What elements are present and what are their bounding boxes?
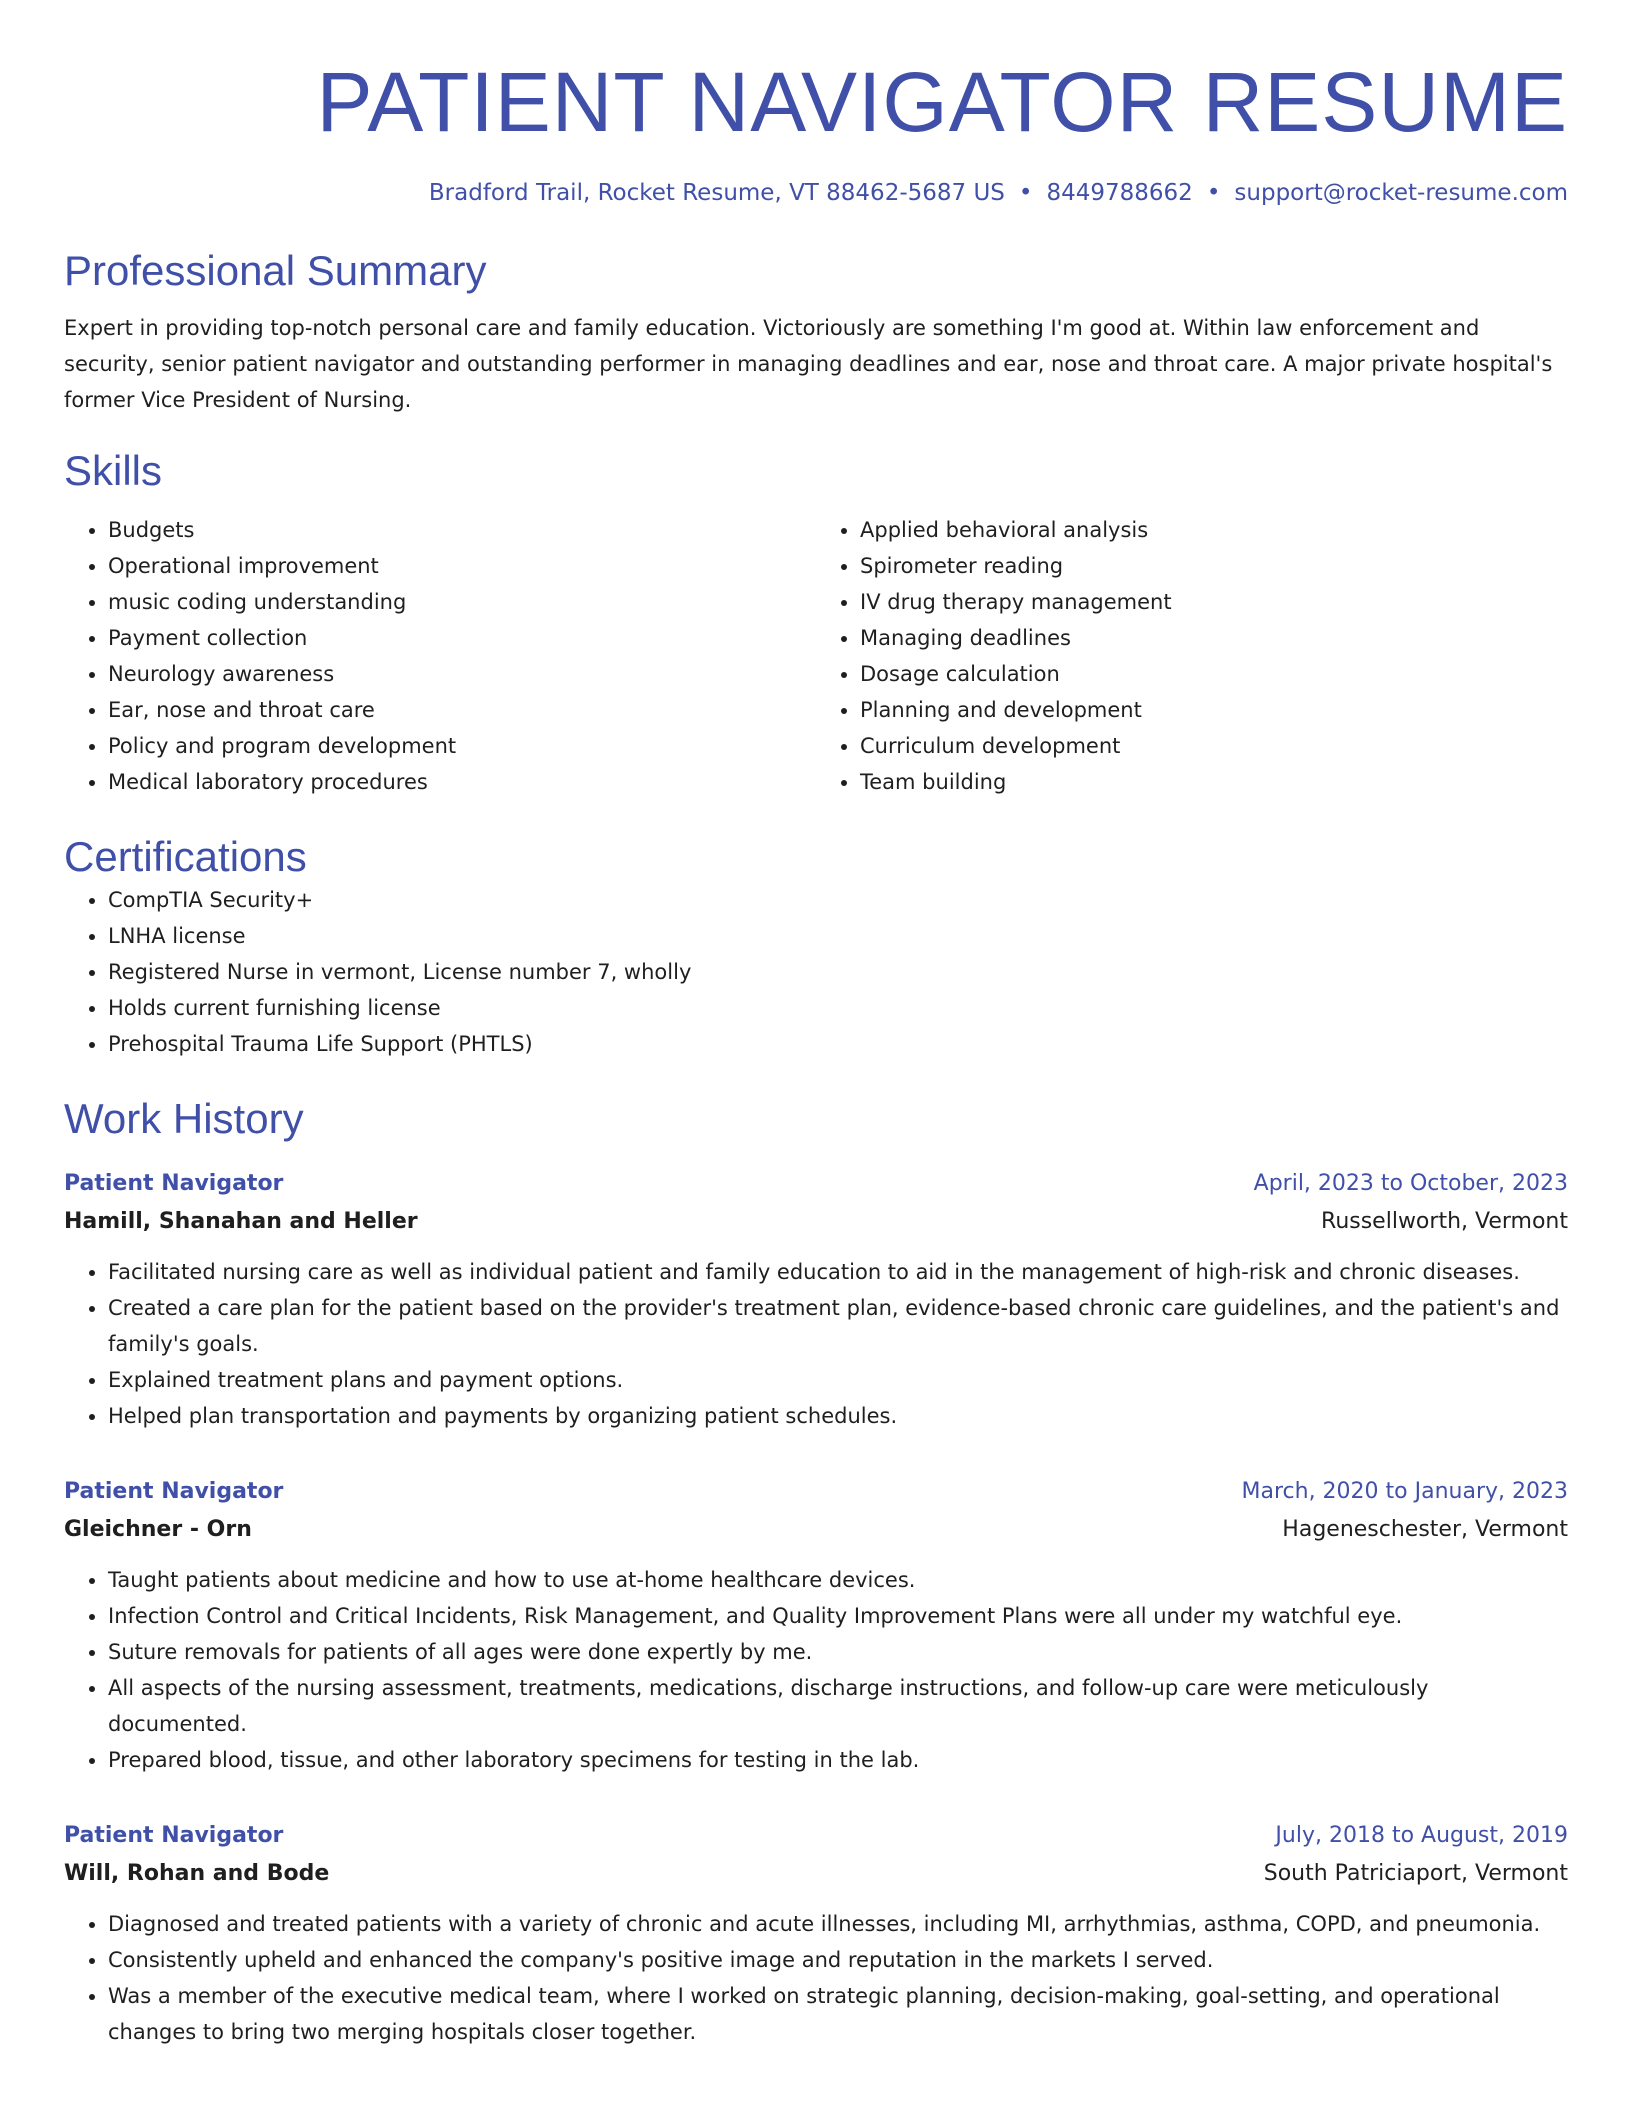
skill-item: • music coding understanding <box>108 584 816 620</box>
job-entry <box>64 1474 1568 1778</box>
certification-item: • Prehospital Trauma Life Support (PHTLS) <box>108 1026 1568 1062</box>
job-bullet: • Created a care plan for the patient based on the provider's treatment plan, evidence-based chronic care guidelines, and the patient's and family's goals. <box>108 1290 1568 1362</box>
skill-item: • Neurology awareness <box>108 656 816 692</box>
contact-phone: 8449788662 <box>1046 180 1193 206</box>
certification-item: • CompTIA Security+ <box>108 882 1568 918</box>
job-title-row <box>64 1818 1568 1854</box>
job-dates: March, 2020 to January, 2023 <box>1241 1479 1568 1504</box>
job-company-row <box>64 1854 1568 1894</box>
job-company: Will, Rohan and Bode <box>64 1861 330 1886</box>
job-company-row <box>64 1202 1568 1242</box>
work-history-heading: Work History <box>64 1095 304 1142</box>
job-company: Gleichner - Orn <box>64 1517 252 1542</box>
job-dates: April, 2023 to October, 2023 <box>1253 1171 1568 1196</box>
skill-item: • Curriculum development <box>860 728 1568 764</box>
job-entry <box>64 1818 1568 2050</box>
certifications-heading: Certifications <box>64 833 307 880</box>
job-title: Patient Navigator <box>64 1479 284 1504</box>
certifications-list <box>64 882 1568 1062</box>
job-title: Patient Navigator <box>64 1823 284 1848</box>
job-dates: July, 2018 to August, 2019 <box>1275 1823 1568 1848</box>
certification-item: • Registered Nurse in vermont, License number 7, wholly <box>108 954 1568 990</box>
skill-item: • Team building <box>860 764 1568 800</box>
skill-item: • Policy and program development <box>108 728 816 764</box>
job-bullets <box>64 1906 1568 2050</box>
skill-item: • Medical laboratory procedures <box>108 764 816 800</box>
skills-column-right <box>816 512 1568 800</box>
skill-item: • Planning and development <box>860 692 1568 728</box>
job-title-row <box>64 1166 1568 1202</box>
job-bullet: • Consistently upheld and enhanced the company's positive image and reputation in the markets I served. <box>108 1942 1568 1978</box>
skill-item: • Payment collection <box>108 620 816 656</box>
job-bullet: • Taught patients about medicine and how to use at-home healthcare devices. <box>108 1562 1568 1598</box>
job-entry <box>64 1166 1568 1434</box>
summary-text: Expert in providing top-notch personal care and family education. Victoriously are something I'm good at. Within law enforcement and security, senior patient navigator and outstanding performer in managing deadlines and ear, nose and throat care. A major private hospital's former Vice President of Nursing. <box>64 316 1553 412</box>
contact-email[interactable]: support@rocket-resume.com <box>1234 180 1568 206</box>
skills-heading: Skills <box>64 447 163 494</box>
job-company: Hamill, Shanahan and Heller <box>64 1209 418 1234</box>
job-company-row <box>64 1510 1568 1550</box>
contact-separator: • <box>1206 180 1221 206</box>
skills-list <box>64 512 1568 800</box>
job-bullet: • Explained treatment plans and payment options. <box>108 1362 1568 1398</box>
skill-item: • Spirometer reading <box>860 548 1568 584</box>
certification-item: • LNHA license <box>108 918 1568 954</box>
job-bullet: • Infection Control and Critical Incidents, Risk Management, and Quality Improvement Plans were all under my watchful eye. <box>108 1598 1568 1634</box>
summary-heading: Professional Summary <box>64 247 487 294</box>
job-bullets <box>64 1562 1568 1778</box>
skill-item: • Managing deadlines <box>860 620 1568 656</box>
job-title: Patient Navigator <box>64 1171 284 1196</box>
skills-column-left <box>64 512 816 800</box>
job-bullet: • Prepared blood, tissue, and other laboratory specimens for testing in the lab. <box>108 1742 1568 1778</box>
job-location: Hageneschester, Vermont <box>1282 1517 1568 1542</box>
job-location: Russellworth, Vermont <box>1321 1209 1568 1234</box>
resume-title: PATIENT NAVIGATOR RESUME <box>316 55 1568 149</box>
resume-header <box>64 0 1568 208</box>
contact-address: Bradford Trail, Rocket Resume, VT 88462-5687 US <box>428 180 1005 206</box>
skill-item: • Applied behavioral analysis <box>860 512 1568 548</box>
skill-item: • Budgets <box>108 512 816 548</box>
job-location: South Patriciaport, Vermont <box>1263 1861 1568 1886</box>
job-bullet: • Facilitated nursing care as well as individual patient and family education to aid in the management of high-risk and chronic diseases. <box>108 1254 1568 1290</box>
job-bullet: • All aspects of the nursing assessment, treatments, medications, discharge instructions, and follow-up care were meticulously documented. <box>108 1670 1568 1742</box>
contact-separator: • <box>1018 180 1033 206</box>
skill-item: • Ear, nose and throat care <box>108 692 816 728</box>
job-bullet: • Was a member of the executive medical team, where I worked on strategic planning, decision-making, goal-setting, and operational changes to bring two merging hospitals closer together. <box>108 1978 1568 2050</box>
contact-line <box>64 178 1568 208</box>
job-bullet: • Helped plan transportation and payments by organizing patient schedules. <box>108 1398 1568 1434</box>
certification-item: • Holds current furnishing license <box>108 990 1568 1026</box>
job-title-row <box>64 1474 1568 1510</box>
skill-item: • IV drug therapy management <box>860 584 1568 620</box>
job-bullets <box>64 1254 1568 1434</box>
skill-item: • Dosage calculation <box>860 656 1568 692</box>
job-bullet: • Suture removals for patients of all ages were done expertly by me. <box>108 1634 1568 1670</box>
skill-item: • Operational improvement <box>108 548 816 584</box>
job-bullet: • Diagnosed and treated patients with a variety of chronic and acute illnesses, including MI, arrhythmias, asthma, COPD, and pneumonia. <box>108 1906 1568 1942</box>
